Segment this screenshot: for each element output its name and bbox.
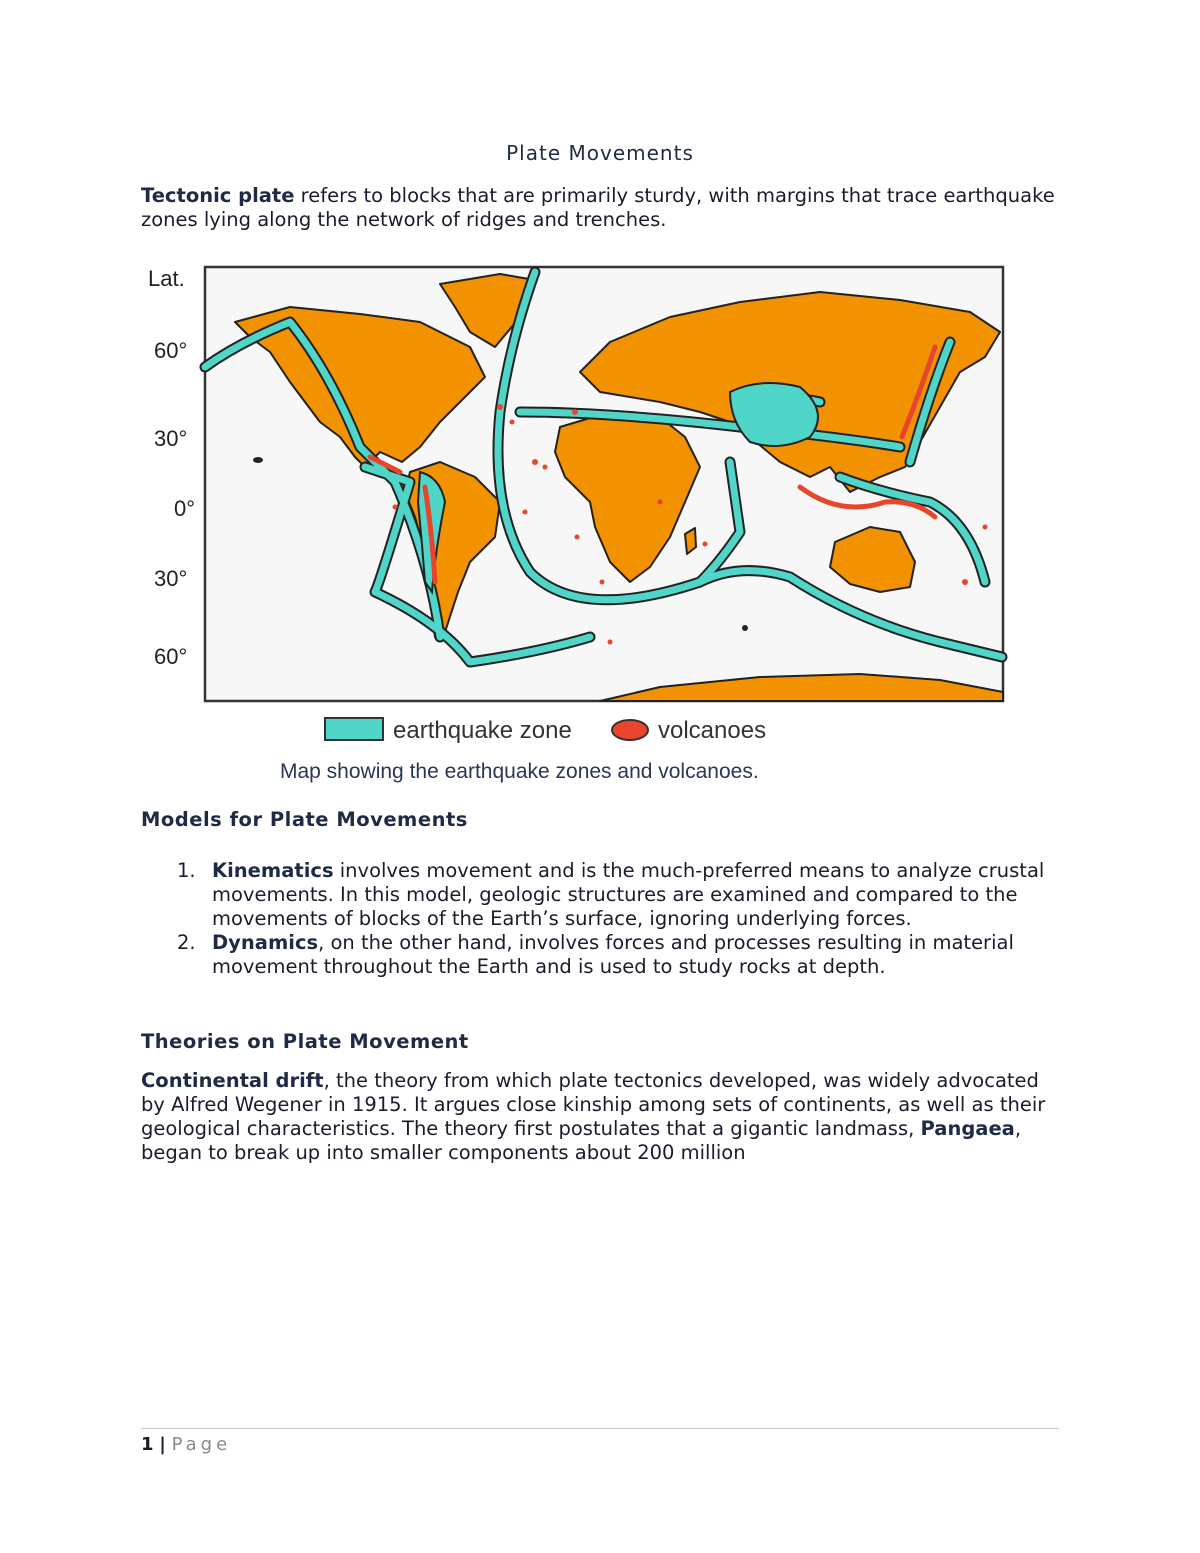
list-item [141,931,1061,979]
theories-heading: Theories on Plate Movement [141,1030,469,1053]
lat-label-60s: 60° [154,644,188,669]
models-heading: Models for Plate Movements [141,808,468,831]
page-title: Plate Movements [506,141,694,165]
southern-ocean-island [742,625,748,631]
intro-paragraph [141,184,1061,232]
term-continental-drift: Continental drift [141,1069,324,1092]
lat-axis-title: Lat. [148,266,185,291]
models-list [141,859,1061,979]
earthquake-volcano-map-figure [140,262,1010,792]
term-tectonic-plate: Tectonic plate [141,184,295,207]
footer-separator: | [159,1434,166,1455]
page-number: 1 [141,1434,154,1455]
page-label: Page [171,1434,232,1455]
term-pangaea: Pangaea [920,1117,1015,1140]
map-legend [325,717,766,744]
figure-caption: Map showing the earthquake zones and volcanoes. [280,760,759,783]
map-panel [205,267,1003,701]
term-kinematics: Kinematics [212,859,334,882]
legend-volcano-swatch [612,720,648,740]
list-item-text: involves movement and is the much-preferred means to analyze crustal movements. In this model, geologic structures are examined and compared to the movements of blocks of the Earth’s surface, ignoring underlying forces. [212,859,1045,930]
theories-paragraph [141,1069,1061,1165]
footer-rule [141,1428,1059,1429]
lat-label-30s: 30° [154,566,188,591]
lat-label-60n: 60° [154,338,188,363]
theories-text-2: , began to break up into smaller components about 200 million [141,1117,1022,1164]
term-dynamics: Dynamics [212,931,319,954]
legend-earthquake-label: earthquake zone [393,717,572,744]
legend-volcano-label: volcanoes [658,717,767,744]
page-footer [141,1434,231,1455]
pacific-island-hawaii [253,457,263,463]
list-number: 2. [177,931,196,954]
legend-earthquake-swatch [325,718,383,740]
list-item [141,859,1061,931]
intro-text: refers to blocks that are primarily sturdy, with margins that trace earthquake zones lying along the network of ridges and trenches. [141,184,1055,231]
lat-label-0: 0° [174,496,196,521]
theories-text-1: , the theory from which plate tectonics developed, was widely advocated by Alfred Wegener in 1915. It argues close kinship among sets of continents, as well as their geological characteristics. The theory first postulates that a gigantic landmass, [141,1069,1046,1140]
lat-label-30n: 30° [154,426,188,451]
list-item-text: , on the other hand, involves forces and processes resulting in material movement throughout the Earth and is used to study rocks at depth. [212,931,1014,978]
list-number: 1. [177,859,196,882]
